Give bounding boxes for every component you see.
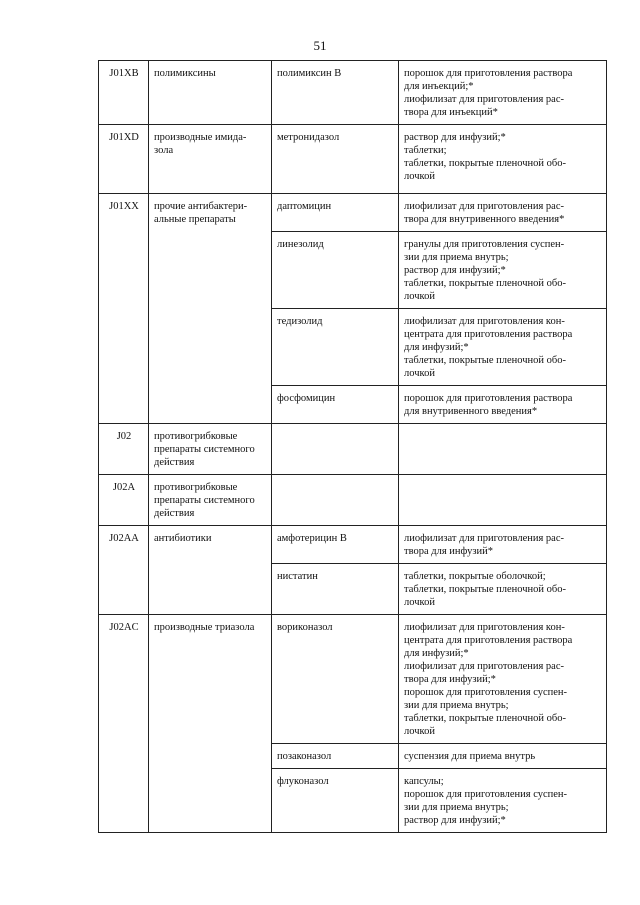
atc-code: J02AC [99,615,149,833]
drug-name: вориконазол [272,615,399,744]
table-row [99,125,607,194]
form-line: суспензия для приема внутрь [404,751,536,762]
group-line [154,131,267,157]
atc-group [149,61,272,125]
group-line-part: альные препараты [154,214,236,225]
group-line: антибиотики [154,533,212,544]
form-line: порошок для приготовления суспен- [404,687,568,698]
atc-group [149,526,272,615]
group-line-part: производные имида- [154,132,247,143]
form-line: таблетки, покрытые пленочной обо- [404,584,566,595]
form-line: твора для инфузий* [404,546,493,557]
group-line [154,430,267,469]
drug-name: линезолид [272,232,399,309]
dosage-form [399,475,607,526]
form-line: таблетки, покрытые пленочной обо- [404,278,566,289]
dosage-form [399,232,607,309]
group-line-part: прочие антибактери- [154,201,248,212]
group-line-part: препараты системного [154,495,255,506]
dosage-form [399,424,607,475]
form-line: лиофилизат для приготовления кон- [404,316,565,327]
table-row [99,61,607,125]
atc-code: J02AA [99,526,149,615]
form-line: лочкой [404,291,435,302]
form-line: лочкой [404,597,435,608]
dosage-form [399,386,607,424]
dosage-form [399,744,607,769]
form-line: твора для инфузий;* [404,674,496,685]
form-line: лочкой [404,726,435,737]
form-line: порошок для приготовления раствора [404,393,573,404]
group-line-part: действия [154,457,195,468]
group-line-part: противогрибковые [154,482,238,493]
dosage-form [399,564,607,615]
group-line-part: действия [154,508,195,519]
drug-name: метронидазол [272,125,399,194]
dosage-form [399,615,607,744]
form-line: для инъекций;* [404,81,474,92]
group-line: полимиксины [154,68,216,79]
form-line: порошок для приготовления раствора [404,68,573,79]
group-line-part: зола [154,145,174,156]
atc-code: J01XX [99,194,149,424]
group-line-part: препараты системного [154,444,255,455]
drug-name: даптомицин [272,194,399,232]
form-line: центрата для приготовления раствора [404,635,573,646]
atc-group [149,615,272,833]
table-row [99,424,607,475]
atc-code: J01XB [99,61,149,125]
atc-group [149,125,272,194]
form-line: таблетки, покрытые пленочной обо- [404,355,566,366]
form-line: зии для приема внутрь; [404,252,509,263]
table-row [99,526,607,564]
drug-table [98,60,607,833]
atc-group [149,424,272,475]
atc-code: J01XD [99,125,149,194]
form-line: центрата для приготовления раствора [404,329,573,340]
page-number: 51 [313,38,327,53]
atc-code: J02 [99,424,149,475]
form-line: твора для инъекций* [404,107,498,118]
form-line: для внутривенного введения* [404,406,538,417]
drug-name: полимиксин В [272,61,399,125]
dosage-form [399,194,607,232]
drug-name: нистатин [272,564,399,615]
dosage-form [399,769,607,833]
drug-name: амфотерицин В [272,526,399,564]
atc-group [149,194,272,424]
form-line: таблетки; [404,145,447,156]
form-line: лиофилизат для приготовления рас- [404,533,565,544]
dosage-form [399,309,607,386]
form-line: лиофилизат для приготовления кон- [404,622,565,633]
form-line: лиофилизат для приготовления рас- [404,201,565,212]
group-line [154,200,267,226]
form-line: лочкой [404,171,435,182]
drug-name: фосфомицин [272,386,399,424]
drug-name [272,424,399,475]
group-line [154,481,267,520]
table-row [99,194,607,232]
form-line: твора для внутривенного введения* [404,214,565,225]
drug-name [272,475,399,526]
group-line-part: противогрибковые [154,431,238,442]
atc-code: J02A [99,475,149,526]
atc-group [149,475,272,526]
form-line: порошок для приготовления суспен- [404,789,568,800]
drug-name: флуконазол [272,769,399,833]
form-line: лочкой [404,368,435,379]
dosage-form [399,125,607,194]
form-line: лиофилизат для приготовления рас- [404,661,565,672]
form-line: для инфузий;* [404,342,469,353]
form-line: для инфузий;* [404,648,469,659]
table-row [99,475,607,526]
drug-name: позаконазол [272,744,399,769]
form-line: раствор для инфузий;* [404,265,506,276]
group-line: производные триазола [154,622,255,633]
form-line: зии для приема внутрь; [404,700,509,711]
dosage-form [399,61,607,125]
form-line: таблетки, покрытые пленочной обо- [404,713,566,724]
form-line: гранулы для приготовления суспен- [404,239,565,250]
form-line: капсулы; [404,776,444,787]
drug-name: тедизолид [272,309,399,386]
form-line: зии для приема внутрь; [404,802,509,813]
form-line: лиофилизат для приготовления рас- [404,94,565,105]
form-line: раствор для инфузий;* [404,132,506,143]
dosage-form [399,526,607,564]
table-row [99,615,607,744]
form-line: раствор для инфузий;* [404,815,506,826]
form-line: таблетки, покрытые оболочкой; [404,571,546,582]
form-line: таблетки, покрытые пленочной обо- [404,158,566,169]
